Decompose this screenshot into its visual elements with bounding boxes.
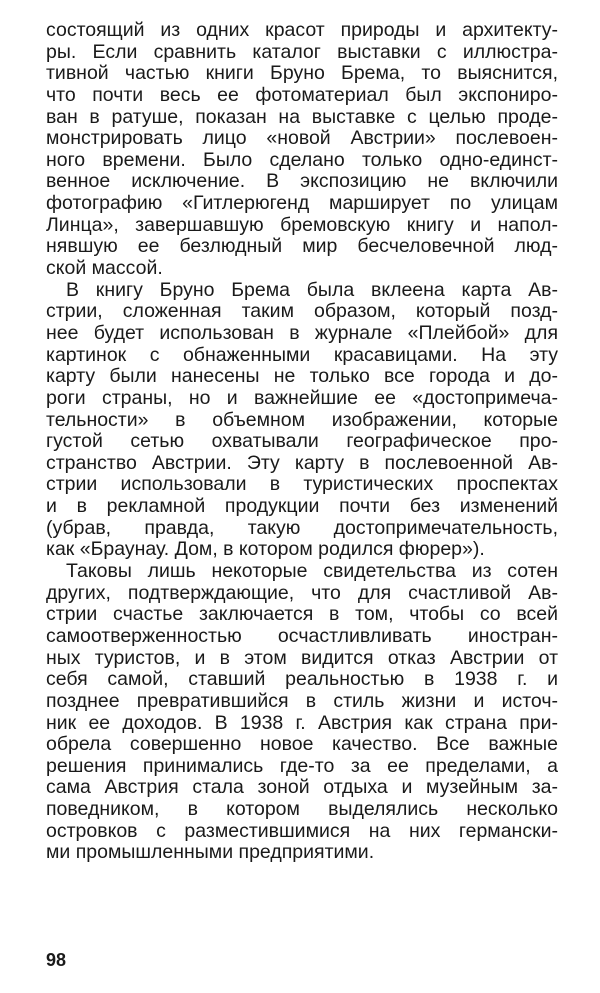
page-number: 98 (46, 950, 67, 970)
text-line: нее будет использован в журнале «Плейбой» для (46, 321, 558, 344)
text-line: нявшую ее безлюдный мир бесчеловечной люд- (46, 235, 558, 258)
text-line: ного времени. Было сделано только одно-единст- (46, 148, 558, 171)
text-line: ской массой. (46, 257, 163, 280)
text-line: островков с разместившимися на них германски- (46, 819, 558, 842)
text-line: картинок с обнаженными красавицами. На эту (46, 343, 558, 366)
paragraph (46, 561, 558, 864)
text-line: и в рекламной продукции почти без изменений (46, 495, 558, 518)
text-line: как «Браунау. Дом, в котором родился фюрер»). (46, 538, 485, 561)
text-line: В книгу Бруно Брема была вклеена карта Ав- (66, 278, 558, 301)
text-line: состоящий из одних красот природы и архитекту- (46, 19, 558, 41)
text-line: Линца», завершавшую бремовскую книгу и напол- (46, 213, 558, 236)
text-line: фотографию «Гитлерюгенд марширует по улицам (46, 192, 558, 215)
paragraph (46, 280, 558, 561)
text-line: стрии, сложенная таким образом, который позд- (46, 300, 558, 323)
text-line: Таковы лишь некоторые свидетельства из сотен (66, 560, 558, 583)
text-line: самоотверженностью осчастливливать иностран- (46, 624, 558, 647)
text-line: монстрировать лицо «новой Австрии» послевоен- (46, 127, 558, 150)
text-line: карту были нанесены не только все города и до- (46, 365, 558, 388)
text-line: густой сетью охватывали географическое про- (46, 430, 558, 453)
text-line: (убрав, правда, такую достопримечательность, (46, 516, 558, 539)
text-line: что почти весь ее фотоматериал был экспониро- (46, 83, 558, 106)
text-line: странство Австрии. Эту карту в послевоенной Ав- (46, 451, 558, 474)
text-line: позднее превратившийся в стиль жизни и источ- (46, 689, 558, 712)
paragraph (46, 20, 558, 280)
text-line: тельности» в объемном изображении, которые (46, 408, 558, 431)
text-line: стрии счастье заключается в том, чтобы со всей (46, 603, 558, 626)
page-body-text (46, 20, 558, 864)
text-line: других, подтверждающие, что для счастливой Ав- (46, 581, 558, 604)
text-line: обрела совершенно новое качество. Все важные (46, 733, 558, 756)
text-line: тивной частью книги Бруно Брема, то выяснится, (46, 62, 558, 85)
text-line: роги страны, но и важнейшие ее «достопримеча- (46, 386, 558, 409)
text-line: решения принимались где-то за ее пределами, а (46, 754, 558, 777)
text-line: ных туристов, и в этом видится отказ Австрии от (46, 646, 558, 669)
text-line: ван в ратуше, показан на выставке с целью проде- (46, 105, 558, 128)
text-line: себя самой, ставший реальностью в 1938 г. и (46, 668, 558, 691)
text-line: ры. Если сравнить каталог выставки с иллюстра- (46, 40, 558, 63)
text-line: ми промышленными предприятими. (46, 841, 375, 864)
text-line: венное исключение. В экспозицию не включили (46, 170, 558, 193)
text-line: поведником, в котором выделялись несколько (46, 798, 558, 821)
text-line: стрии использовали в туристических проспектах (46, 473, 558, 496)
text-line: сама Австрия стала зоной отдыха и музейным за- (46, 776, 558, 799)
text-line: ник ее доходов. В 1938 г. Австрия как страна при- (46, 711, 558, 734)
